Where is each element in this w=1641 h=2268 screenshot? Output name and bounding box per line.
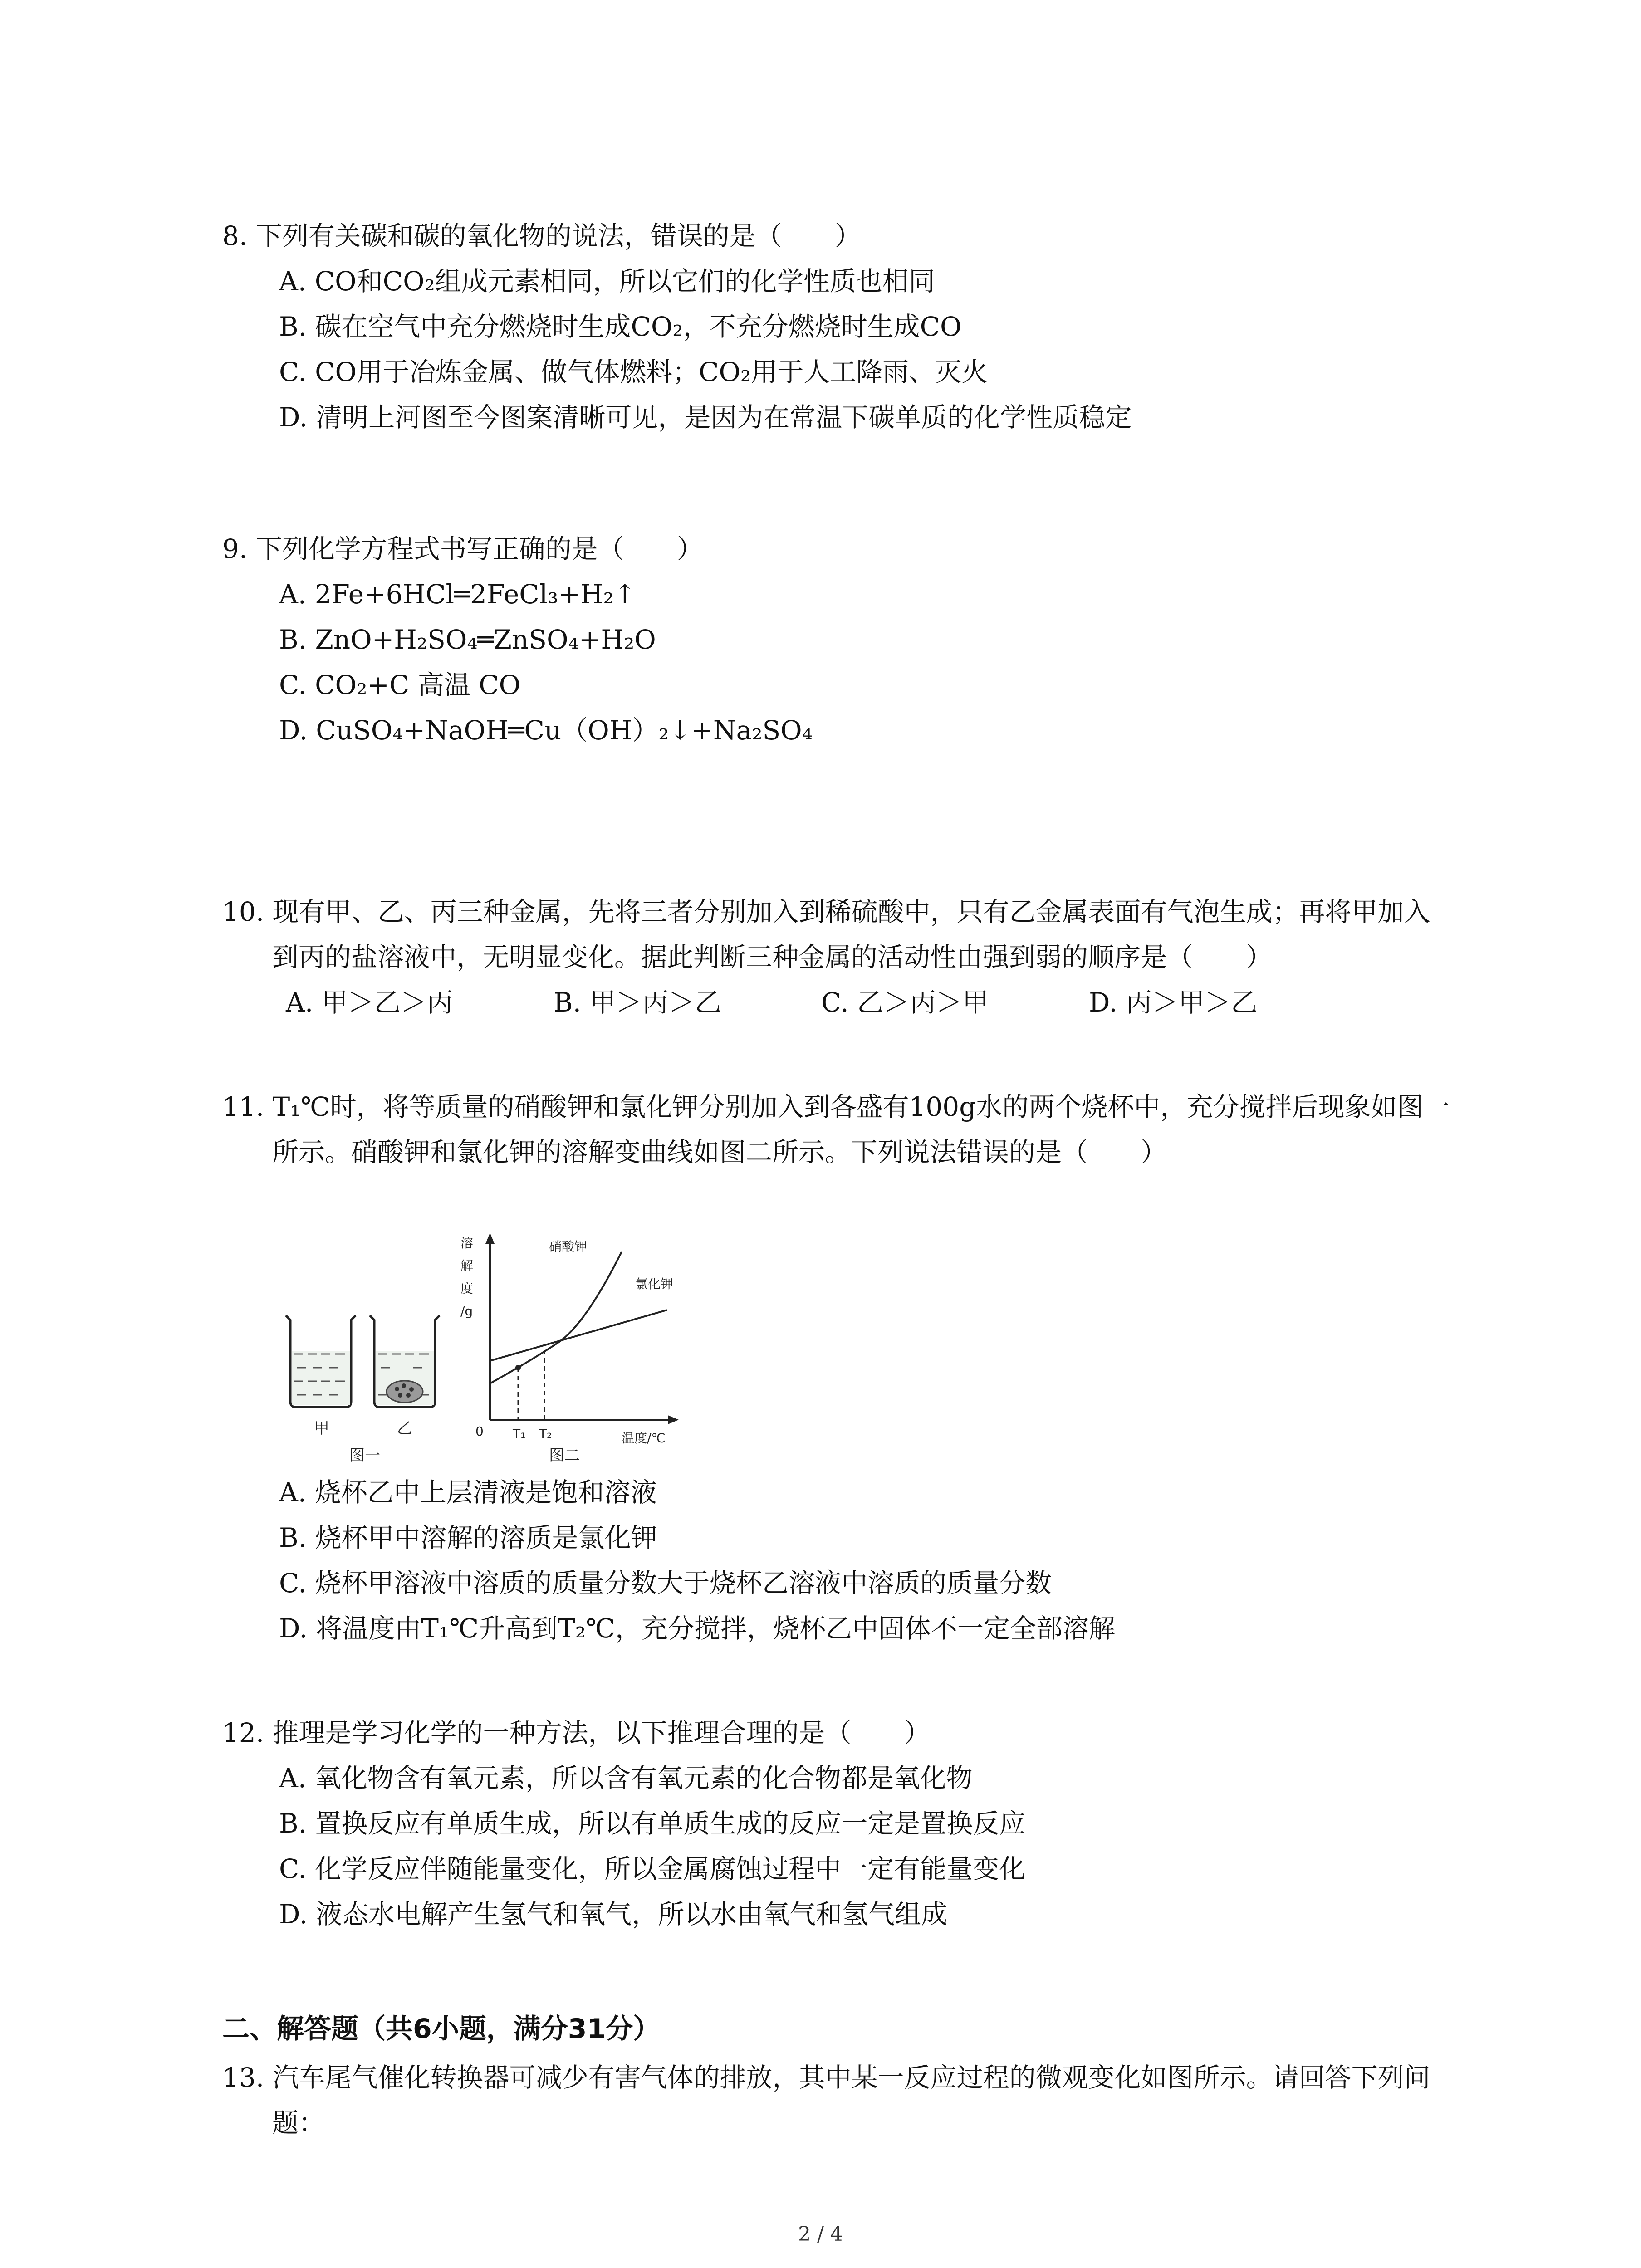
- question-9-option-d: D. CuSO₄+NaOH═Cu（OH）₂↓+Na₂SO₄: [279, 715, 813, 746]
- question-8: [222, 213, 1456, 440]
- question-11-option-c: C. 烧杯甲溶液中溶质的质量分数大于烧杯乙溶液中溶质的质量分数: [279, 1568, 1052, 1598]
- x-axis-arrow: [668, 1415, 679, 1424]
- question-11: [222, 1084, 1456, 1175]
- question-10-option-a: A. 甲＞乙＞丙: [286, 987, 453, 1018]
- question-11-option-a: A. 烧杯乙中上层清液是饱和溶液: [279, 1477, 657, 1508]
- curve-kno3-label: 硝酸钾: [549, 1239, 588, 1254]
- question-10: [222, 889, 1456, 1025]
- t1-label: T₁: [513, 1426, 526, 1441]
- question-11-option-d: D. 将温度由T₁℃升高到T₂℃，充分搅拌，烧杯乙中固体不一定全部溶解: [279, 1613, 1115, 1644]
- y-axis-label-2: 解: [460, 1258, 474, 1273]
- curve-kcl-label: 氯化钾: [635, 1276, 674, 1291]
- curve-kno3: [490, 1252, 622, 1383]
- y-axis-label-4: /g: [460, 1304, 473, 1319]
- t1-point: [515, 1365, 521, 1370]
- question-9-option-b: B. ZnO+H₂SO₄═ZnSO₄+H₂O: [279, 624, 656, 655]
- question-9: [222, 526, 1456, 753]
- question-12-stem: 12. 推理是学习化学的一种方法，以下推理合理的是（ ）: [222, 1717, 931, 1748]
- question-8-option-c: C. CO用于冶炼金属、做气体燃料；CO₂用于人工降雨、灭火: [279, 357, 988, 387]
- question-10-option-b: B. 甲＞丙＞乙: [554, 987, 721, 1018]
- question-11-stem: 11. T₁℃时，将等质量的硝酸钾和氯化钾分别加入到各盛有100g水的两个烧杯中，充分搅拌后现象如图一所示。硝酸钾和氯化钾的溶解变曲线如图二所示。下列说法错误的是（ ）: [222, 1091, 1450, 1168]
- beaker-yi: [370, 1315, 440, 1407]
- x-axis-label: 温度/℃: [622, 1431, 666, 1446]
- beaker-jia-label: 甲: [314, 1419, 329, 1437]
- page-number: 2 / 4: [798, 2223, 843, 2246]
- curve-kcl: [490, 1310, 667, 1361]
- question-9-option-a: A. 2Fe+6HCl═2FeCl₃+H₂↑: [279, 579, 636, 610]
- beaker-yi-label: 乙: [397, 1419, 412, 1437]
- question-11-options: [222, 1470, 1456, 1651]
- question-9-stem: 9. 下列化学方程式书写正确的是（ ）: [222, 533, 703, 564]
- question-11-option-b: B. 烧杯甲中溶解的溶质是氯化钾: [279, 1522, 657, 1553]
- question-10-options: [222, 980, 1456, 1025]
- question-10-stem: 10. 现有甲、乙、丙三种金属，先将三者分别加入到稀硫酸中，只有乙金属表面有气泡生成；再将甲加入到丙的盐溶液中，无明显变化。据此判断三种金属的活动性由强到弱的顺序是（ ）: [222, 896, 1430, 973]
- y-axis-arrow: [485, 1233, 495, 1244]
- question-8-option-d: D. 清明上河图至今图案清晰可见，是因为在常温下碳单质的化学性质稳定: [279, 402, 1132, 433]
- question-12-option-b: B. 置换反应有单质生成，所以有单质生成的反应一定是置换反应: [279, 1808, 1026, 1839]
- origin-label: 0: [475, 1424, 484, 1439]
- question-9-option-c: C. CO₂+C 高温 CO: [279, 670, 521, 700]
- question-11-figure: [277, 1229, 730, 1465]
- figure-2-caption: 图二: [549, 1447, 580, 1465]
- y-axis-label-3: 度: [460, 1281, 474, 1296]
- solubility-chart: [460, 1233, 679, 1465]
- y-axis-label-1: 溶: [460, 1236, 474, 1251]
- question-12-option-a: A. 氧化物含有氧元素，所以含有氧元素的化合物都是氧化物: [279, 1763, 973, 1794]
- section-title: 二、解答题（共6小题，满分31分）: [222, 2013, 661, 2045]
- question-12-option-c: C. 化学反应伴随能量变化，所以金属腐蚀过程中一定有能量变化: [279, 1853, 1026, 1884]
- question-10-option-d: D. 丙＞甲＞乙: [1089, 987, 1258, 1018]
- question-8-stem: 8. 下列有关碳和碳的氧化物的说法，错误的是（ ）: [222, 220, 861, 251]
- figure-1-caption: 图一: [349, 1447, 380, 1465]
- question-8-option-a: A. CO和CO₂组成元素相同，所以它们的化学性质也相同: [279, 266, 935, 297]
- beaker-jia: [286, 1315, 356, 1407]
- question-13: [222, 2055, 1456, 2146]
- question-12-option-d: D. 液态水电解产生氢气和氧气，所以水由氧气和氢气组成: [279, 1899, 948, 1930]
- question-12: [222, 1710, 1456, 1937]
- question-10-option-c: C. 乙＞丙＞甲: [821, 987, 989, 1018]
- question-8-option-b: B. 碳在空气中充分燃烧时生成CO₂，不充分燃烧时生成CO: [279, 311, 962, 342]
- t2-label: T₂: [539, 1426, 552, 1441]
- question-13-stem: 13. 汽车尾气催化转换器可减少有害气体的排放，其中某一反应过程的微观变化如图所示。请回答下列问题：: [222, 2062, 1430, 2138]
